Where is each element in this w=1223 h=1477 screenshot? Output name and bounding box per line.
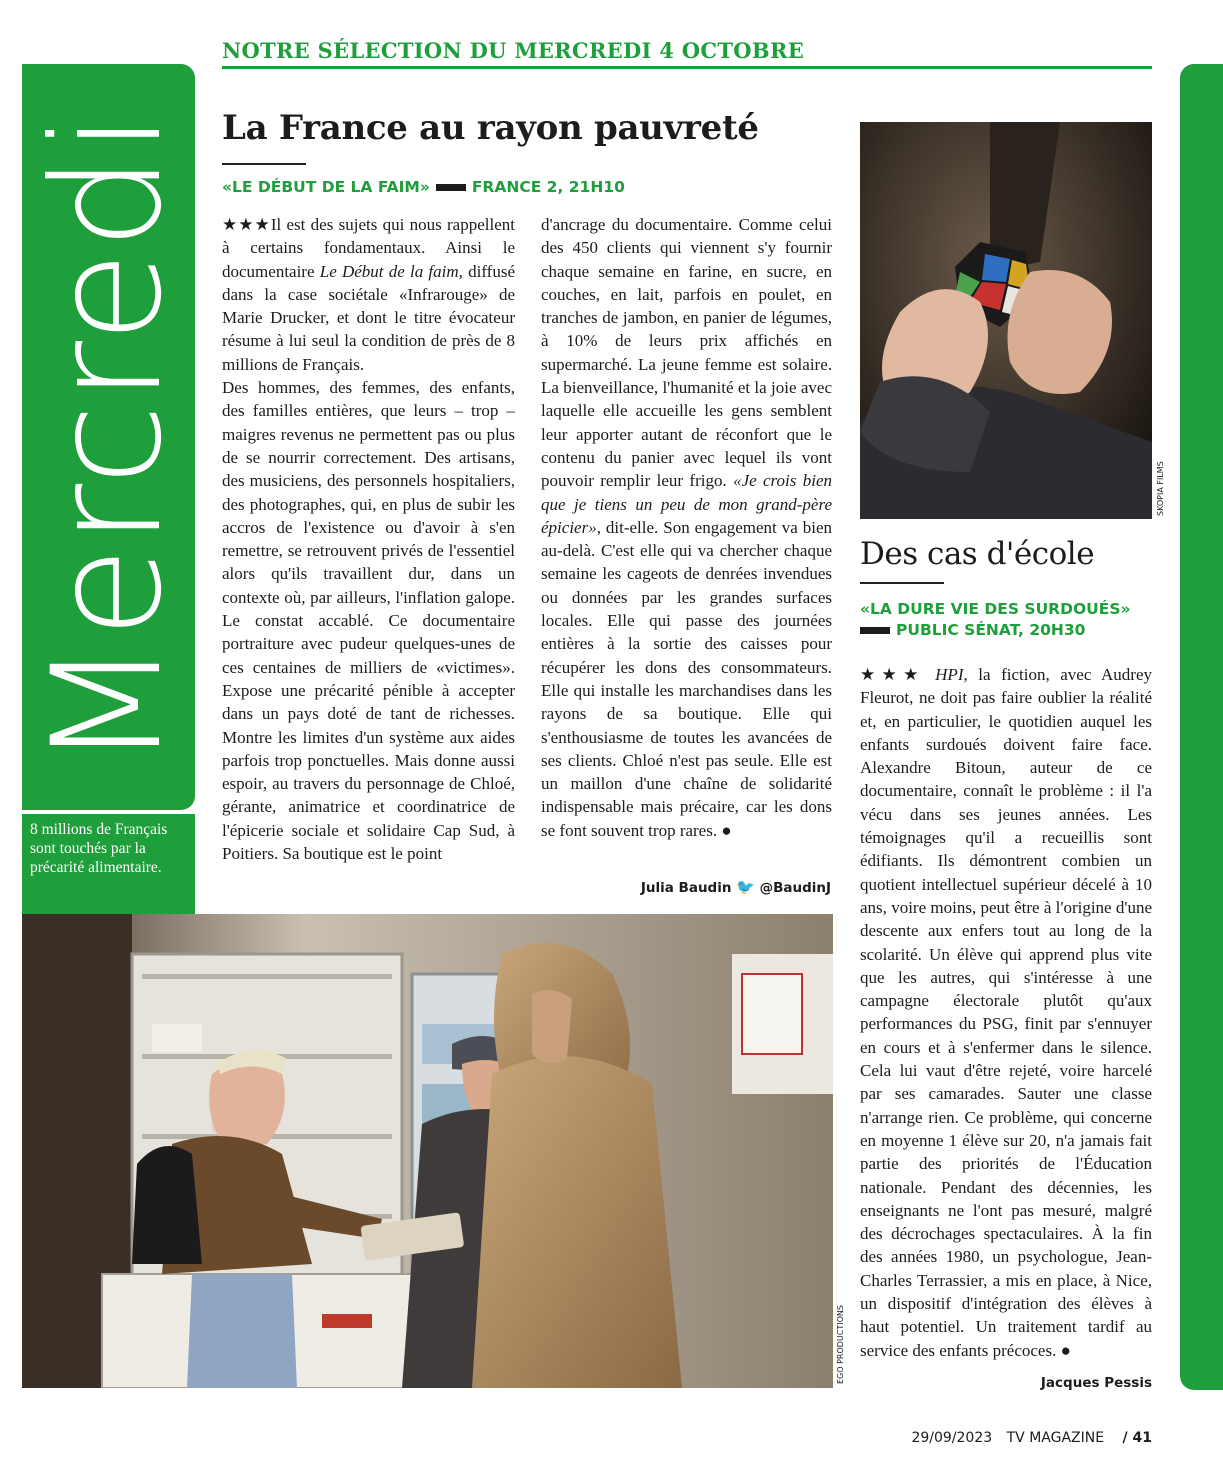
right-tab	[1180, 64, 1223, 1390]
side-body-text: , la fiction, avec Audrey Fleurot, ne doit pas faire oublier la réalité et, en particulier, le quotidien auquel les enfants surdoués doivent faire face. Alexandre Bitoun, auteur de ce documentaire, connaît le problème : il l'a vécu dans ses jeunes années. Les témoignages qu'il a recueillis sont édifiants. Ils démontrent combien un quotient intellectuel supérieur décelé à 10 ans, voire moins, peut être à l'origine d'une descente aux enfers tout au long de la scolarité. Un élève qui apprend plus vite que les autres, qui s'intéresse à une campagne électorale plutôt qu'aux performances du PSG, finit par s'ennuyer en cours et à s'enfermer dans le silence. Cela lui vaut d'être rejeté, voire harcelé par ses camarades. Sauter une classe n'arrange rien. Ce problème, qui concerne en moyenne 1 élève sur 20, n'a jamais fait partie des priorités de l'Éducation nationale. Pendant des décennies, les enseignants ne l'ont pas mesuré, malgré des décrochages spectaculaires. À la fin des années 1980, un psychologue, Jean-Charles Terrassier, a mis en place, à Nice, un dispositif d'intégration des élèves à haut potentiel. Un traitement tardif au service des enfants précoces.	[860, 665, 1152, 1360]
issue-date: 29/09/2023	[911, 1430, 993, 1446]
photo-credit: EGO PRODUCTIONS	[836, 1305, 845, 1384]
program-title: «LE DÉBUT DE LA FAIM»	[222, 178, 430, 196]
side-title-rule	[860, 582, 944, 584]
byline	[641, 878, 831, 896]
end-mark: ●	[1060, 1340, 1071, 1360]
side-program-channel: PUBLIC SÉNAT, 20H30	[896, 621, 1086, 639]
separator-bar	[860, 627, 890, 634]
rating-stars: ★★★	[222, 215, 271, 234]
quote: «Je crois bien que je tiens un peu de mon grand-père épicier»	[541, 471, 832, 537]
program-rubric	[222, 178, 625, 196]
body-paragraph: Des hommes, des femmes, des enfants, des familles entières, que leurs – trop – maigres revenus ne permettent pas ou plus de se nourrir correctement. Des artisans, des musiciens, des personnels hospitaliers, des photographes, qui, en plus de subir les accros de l'existence ou d'avoir à s'en remettre, se retrouvent privés de l'essentiel alors qu'ils travaillent dur, dans un contexte où, par ailleurs, l'inflation galope. Le constat accablé. Ce documentaire portraiture avec pudeur quelques-unes de ces centaines de milliers de «victimes». Expose une précarité pénible à accepter dans un pays doté de tant de richesses. Montre les limites d'un système aux aides parfois trop ponctuelles. Mais donne aussi espoir, au travers du personnage de Chloé, gérante, animatrice et coordinatrice de l'épicerie sociale et solidaire Cap Sud, à Poitiers. Sa boutique est le point	[222, 378, 515, 864]
article-column-1	[222, 213, 515, 896]
header-title: NOTRE SÉLECTION DU MERCREDI 4 OCTOBRE	[222, 38, 805, 63]
side-article-body	[860, 663, 1152, 1373]
intro-text-rest: , diffusé dans la case sociétale «Infrarouge» de Marie Drucker, et dont le titre évocateur résume à lui seul la condition de près de 8 millions de Français.	[222, 261, 515, 374]
intro-text: Il est des sujets qui nous rappellent à certains fondamentaux. Ainsi le documentaire	[222, 215, 515, 281]
twitter-handle[interactable]: @BaudinJ	[759, 880, 831, 896]
grocery-store-photo	[22, 914, 833, 1388]
article-title: La France au rayon pauvreté	[222, 108, 759, 148]
side-program-title: «LA DURE VIE DES SURDOUÉS»	[860, 600, 1131, 618]
title-rule	[222, 163, 306, 165]
photo-credit-side: SKOPIA FILMS	[1156, 461, 1165, 516]
side-rating-stars: ★★★	[860, 665, 925, 684]
program-channel: FRANCE 2, 21H10	[471, 178, 625, 196]
author-name: Julia Baudin	[640, 880, 732, 896]
header-rule	[222, 66, 1152, 69]
puzzle-hands-photo	[860, 122, 1152, 519]
body-text-rest: , dit-elle. Son engagement va bien au-delà. C'est elle qui va chercher chaque semaine les cageots de denrées invendues ou données par les grandes surfaces locales. Elle qui passe des journées entières à la sortie des caisses pour récupérer les dons des consommateurs. Elle qui installe les marchandises dans les rayons de sa boutique. Elle qui s'enthousiasme de toutes les avancées de ses clients. Chloé n'est pas seule. Elle est un maillon d'une chaîne de solidarité indispensable mais précaire, car les dons se font souvent trop rares.	[541, 517, 832, 840]
body-text: d'ancrage du documentaire. Comme celui des 450 clients qui viennent s'y fournir chaque semaine en farine, en sucre, en couches, en lait, parfois en poulet, en tranches de jambon, en panier de légumes, à 10% de leurs prix affichés en supermarché. La jeune femme est solaire. La bienveillance, l'humanité et la joie avec laquelle elle accueille les gens semblent leur apporter autant de réconfort que le contenu du panier avec lequel ils vont pouvoir remplir leur frigo.	[541, 215, 832, 491]
side-author-name: Jacques Pessis	[1040, 1375, 1152, 1391]
article-column-2	[541, 213, 832, 873]
fact-box-text: 8 millions de Français sont touchés par la précarité alimentaire.	[30, 821, 168, 876]
documentary-title: Le Début de la faim	[319, 261, 459, 281]
photo-illustration-puzzle	[860, 122, 1152, 519]
day-label: Mercredi	[21, 110, 195, 770]
twitter-icon: 🐦	[736, 878, 755, 896]
side-program-channel-row	[860, 621, 1085, 639]
photo-illustration	[22, 914, 833, 1388]
page-number: / 41	[1122, 1430, 1152, 1446]
side-article-title: Des cas d'école	[860, 536, 1095, 572]
end-mark: ●	[721, 820, 732, 840]
page-footer	[911, 1430, 1152, 1446]
separator-bar	[436, 184, 466, 191]
magazine-name: TV MAGAZINE	[1006, 1430, 1105, 1446]
fiction-title: HPI	[935, 665, 964, 684]
